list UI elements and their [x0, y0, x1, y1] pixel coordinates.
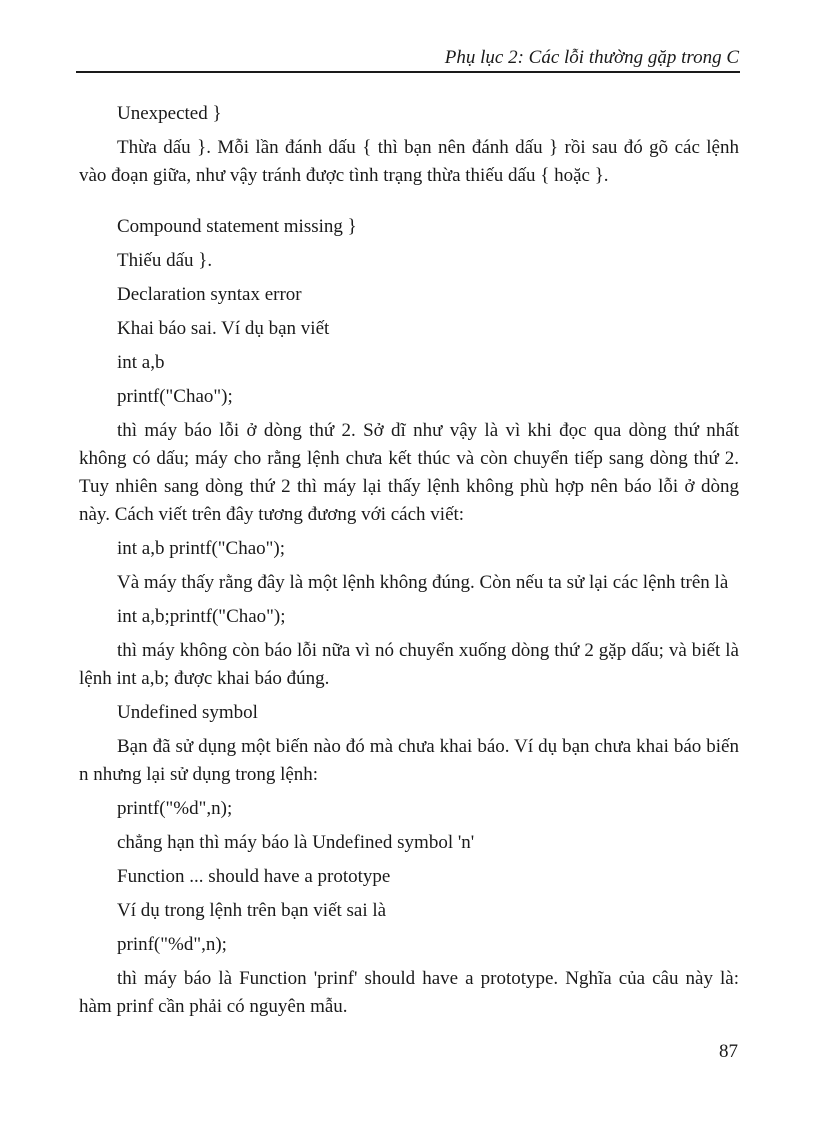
- explanation-paragraph: Khai báo sai. Ví dụ bạn viết: [117, 318, 330, 339]
- explanation-paragraph: Thừa dấu }. Mỗi lần đánh dấu { thì bạn nên đánh dấu } rồi sau đó gõ các lệnh vào đoạn giữa, như vậy tránh được tình trạng thừa thiếu dấu { hoặc }.: [79, 137, 739, 186]
- code-line: prinf("%d",n);: [117, 934, 227, 955]
- explanation-paragraph: chẳng hạn thì máy báo là Undefined symbol 'n': [117, 832, 475, 853]
- explanation-paragraph: Bạn đã sử dụng một biến nào đó mà chưa khai báo. Ví dụ bạn chưa khai báo biến n nhưng lại sử dụng trong lệnh:: [79, 736, 739, 785]
- error-title-declaration-syntax: Declaration syntax error: [117, 284, 302, 305]
- explanation-paragraph: thì máy báo là Function 'prinf' should have a prototype. Nghĩa của câu này là: hàm prinf cần phải có nguyên mẫu.: [79, 968, 739, 1017]
- explanation-paragraph: Ví dụ trong lệnh trên bạn viết sai là: [117, 900, 387, 921]
- explanation-paragraph: thì máy không còn báo lỗi nữa vì nó chuyển xuống dòng thứ 2 gặp dấu; và biết là lệnh int a,b; được khai báo đúng.: [79, 640, 739, 689]
- error-title-unexpected-brace: Unexpected }: [117, 103, 222, 124]
- page-number: 87: [719, 1041, 738, 1062]
- running-header: Phụ lục 2: Các lỗi thường gặp trong C: [444, 47, 739, 68]
- code-line: int a,b printf("Chao");: [117, 538, 286, 559]
- code-line: int a,b;printf("Chao");: [117, 606, 286, 627]
- code-line: int a,b: [117, 352, 165, 373]
- explanation-paragraph: thì máy báo lỗi ở dòng thứ 2. Sở dĩ như vậy là vì khi đọc qua dòng thứ nhất không có dấu; máy cho rằng lệnh chưa kết thúc và còn chuyển tiếp sang dòng thứ 2. Tuy nhiên sang dòng thứ 2 thì máy lại thấy lệnh không phù hợp nên báo lỗi ở dòng này. Cách viết trên đây tương đương với cách viết:: [79, 420, 739, 525]
- page-body: [79, 100, 739, 1021]
- error-title-undefined-symbol: Undefined symbol: [117, 702, 258, 723]
- error-title-compound-statement: Compound statement missing }: [117, 216, 357, 237]
- explanation-paragraph: Thiếu dấu }.: [117, 250, 213, 271]
- header-rule: [76, 71, 740, 73]
- code-line: printf("%d",n);: [117, 798, 233, 819]
- explanation-paragraph: Và máy thấy rằng đây là một lệnh không đúng. Còn nếu ta sử lại các lệnh trên là: [117, 572, 729, 593]
- code-line: printf("Chao");: [117, 386, 233, 407]
- error-title-function-prototype: Function ... should have a prototype: [117, 866, 391, 887]
